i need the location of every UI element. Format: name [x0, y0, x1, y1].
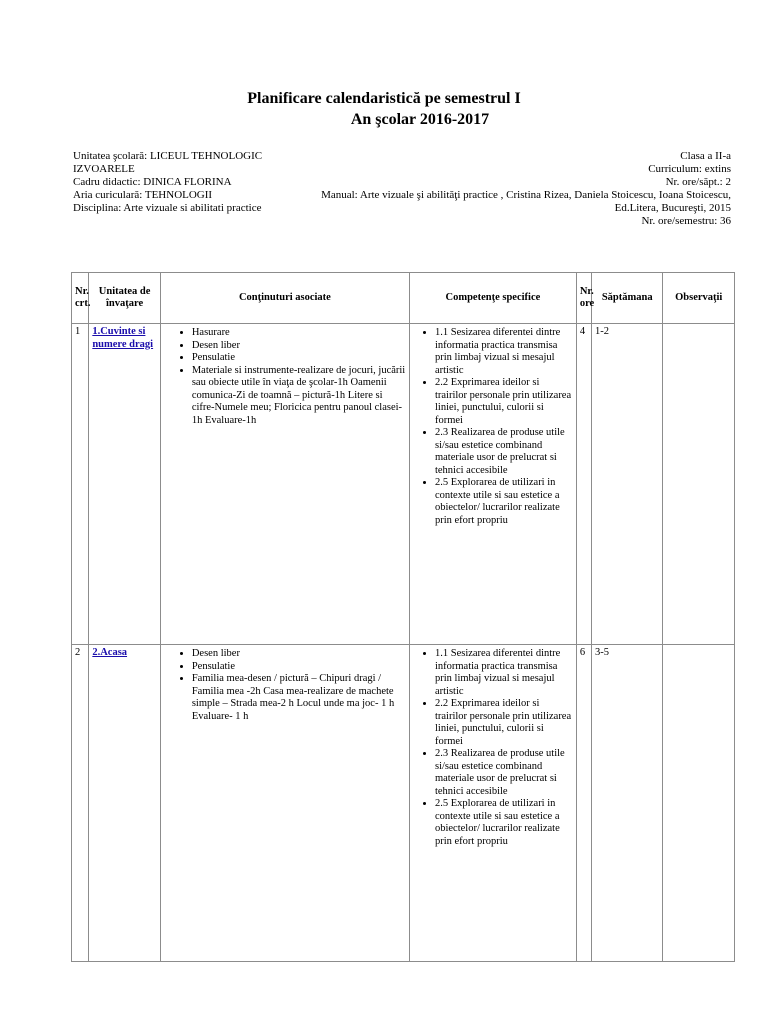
contents-list	[164, 648, 406, 723]
school-name: Unitatea şcolară: LICEUL TEHNOLOGIC IZVOARELE	[73, 150, 263, 175]
curricular-area: Aria curiculară: TEHNOLOGII	[73, 189, 213, 201]
contents-list	[164, 327, 406, 427]
unit-link[interactable]: 2.Acasa	[92, 647, 128, 658]
hours-per-week: Nr. ore/săpt.: 2	[665, 176, 731, 188]
row-notes	[663, 645, 735, 962]
title-line-1: Planificare calendaristică pe semestrul I	[247, 90, 521, 107]
list-item: • 1.1 Sesizarea diferentei dintre informatia practica transmisa prin limbaj vizual si mesajul artistic	[435, 648, 573, 698]
row-unit	[89, 645, 161, 962]
manual-info: Manual: Arte vizuale şi abilităţi practice , Cristina Rizea, Daniela Stoicescu, Ioana Stoicescu,	[321, 189, 731, 201]
title-line-2: An şcolar 2016-2017	[350, 111, 490, 128]
row-contents	[160, 324, 409, 645]
header-hours: Nr. ore	[576, 273, 591, 324]
teacher-name: Cadru didactic: DINICA FLORINA	[73, 176, 232, 188]
document-title	[0, 88, 768, 130]
row-nr: 1	[72, 324, 89, 645]
hours-per-semester: Nr. ore/semestru: 36	[641, 215, 731, 227]
row-week: 3-5	[591, 645, 663, 962]
list-item: • 2.3 Realizarea de produse utile si/sau estetice combinand materiale usor de prelucrat si tehnici accesibile	[435, 427, 573, 477]
header-week: Săptămana	[591, 273, 663, 324]
class-level: Clasa a II-a	[680, 150, 731, 162]
list-item: • 2.2 Exprimarea ideilor si trairilor personale prin utilizarea liniei, punctului, culorii si formei	[435, 377, 573, 427]
header-competences: Competenţe specifice	[409, 273, 576, 324]
table-header-row	[72, 273, 735, 324]
header-contents: Conţinuturi asociate	[160, 273, 409, 324]
list-item: • Desen liber	[192, 340, 406, 353]
header-right-info	[290, 150, 731, 228]
row-week: 1-2	[591, 324, 663, 645]
header-notes: Observaţii	[663, 273, 735, 324]
list-item: • Materiale si instrumente-realizare de jocuri, jucării sau obiecte utile în viaţa de şcolar-1h Oamenii comunica-Zi de toamnă – pictură-1h Litere si cifre-Numele meu; Floricica pentru panoul clasei-1h Evaluare-1h	[192, 365, 406, 428]
row-contents	[160, 645, 409, 962]
header-left-info	[73, 150, 303, 215]
row-unit	[89, 324, 161, 645]
header-nr: Nr. crt.	[72, 273, 89, 324]
list-item: • 2.2 Exprimarea ideilor si trairilor personale prin utilizarea liniei, punctului, culorii si formei	[435, 698, 573, 748]
discipline: Disciplina: Arte vizuale si abilitati practice	[73, 202, 262, 214]
row-hours: 6	[576, 645, 591, 962]
list-item: • Hasurare	[192, 327, 406, 340]
row-nr: 2	[72, 645, 89, 962]
row-hours: 4	[576, 324, 591, 645]
list-item: • 2.3 Realizarea de produse utile si/sau estetice combinand materiale usor de prelucrat si tehnici accesibile	[435, 748, 573, 798]
curriculum-type: Curriculum: extins	[648, 163, 731, 175]
unit-link[interactable]: 1.Cuvinte si numere dragi	[92, 326, 154, 350]
header-unit: Unitatea de învaţare	[89, 273, 161, 324]
table-row	[72, 645, 735, 962]
table-row	[72, 324, 735, 645]
publisher-info: Ed.Litera, Bucureşti, 2015	[614, 202, 731, 214]
list-item: • 2.5 Explorarea de utilizari in contexte utile si sau estetice a obiectelor/ lucrarilor realizate prin efort propriu	[435, 798, 573, 848]
row-competences	[409, 645, 576, 962]
list-item: • Pensulatie	[192, 661, 406, 674]
list-item: • Pensulatie	[192, 352, 406, 365]
row-competences	[409, 324, 576, 645]
competences-list	[413, 327, 573, 527]
competences-list	[413, 648, 573, 848]
list-item: • Desen liber	[192, 648, 406, 661]
list-item: • 2.5 Explorarea de utilizari in contexte utile si sau estetice a obiectelor/ lucrarilor realizate prin efort propriu	[435, 477, 573, 527]
list-item: • 1.1 Sesizarea diferentei dintre informatia practica transmisa prin limbaj vizual si mesajul artistic	[435, 327, 573, 377]
planning-table	[71, 272, 735, 962]
list-item: • Familia mea-desen / pictură – Chipuri dragi / Familia mea -2h Casa mea-realizare de machete simple – Strada mea-2 h Locul unde ma joc- 1 h Evaluare- 1 h	[192, 673, 406, 723]
row-notes	[663, 324, 735, 645]
